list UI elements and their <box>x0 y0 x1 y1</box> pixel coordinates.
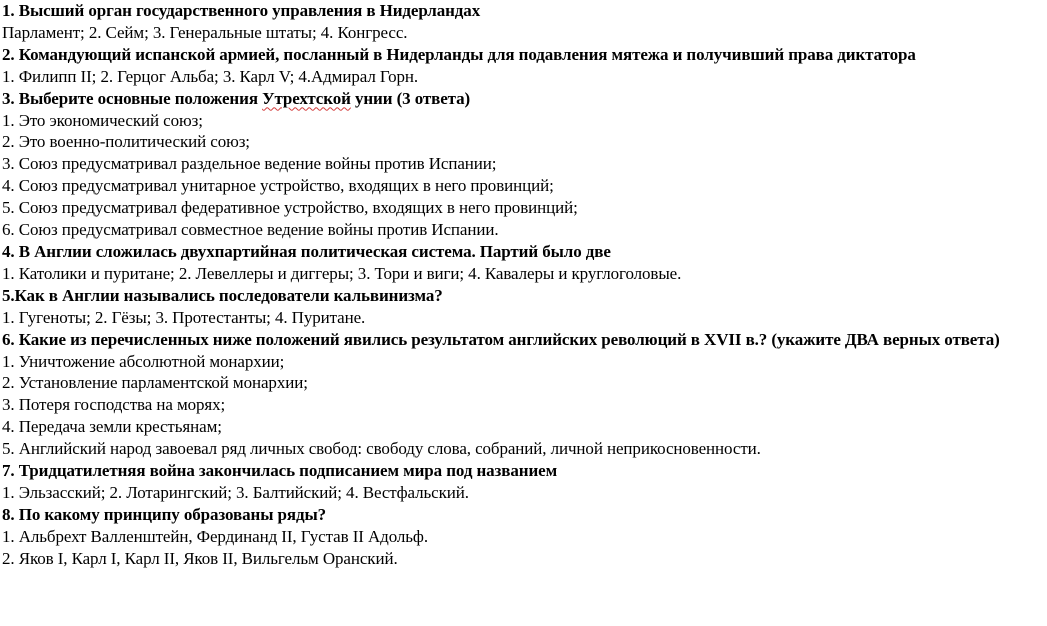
question-4-title: 4. В Англии сложилась двухпартийная политическая система. Партий было две <box>2 241 611 261</box>
question-1-title: 1. Высший орган государственного управления в Нидерландах <box>2 1 481 20</box>
question-3-option: 5. Союз предусматривал федеративное устройство, входящих в него провинций; <box>2 198 578 218</box>
question-5-title: 5.Как в Англии назывались последователи кальвинизма? <box>2 285 443 305</box>
question-3-option: 3. Союз предусматривал раздельное ведение войны против Испании; <box>2 154 497 174</box>
spellcheck-underlined-word: Утрехтской <box>262 88 351 108</box>
question-6-option: 1. Уничтожение абсолютной монархии; <box>2 351 285 371</box>
question-3-option: 6. Союз предусматривал совместное ведение войны против Испании. <box>2 220 499 240</box>
question-7-title: 7. Тридцатилетняя война закончилась подписанием мира под названием <box>2 461 558 481</box>
question-8-option: 1. Альбрехт Валленштейн, Фердинанд II, Густав II Адольф. <box>2 526 428 546</box>
question-3-option: 2. Это военно-политический союз; <box>2 132 250 152</box>
question-8-title: 8. По какому принципу образованы ряды? <box>2 504 327 524</box>
question-6-option: 2. Установление парламентской монархии; <box>2 373 308 393</box>
question-2-title: 2. Командующий испанской армией, посланный в Нидерланды для подавления мятежа и получивший права диктатора <box>2 44 916 64</box>
question-3-title-start: 3. Выберите основные положения <box>2 88 263 108</box>
question-3-option: 1. Это экономический союз; <box>2 110 203 130</box>
question-3-title-end: унии (3 ответа) <box>350 88 471 108</box>
question-3-option: 4. Союз предусматривал унитарное устройство, входящих в него провинций; <box>2 176 554 196</box>
question-2-options: 1. Филипп II; 2. Герцог Альба; 3. Карл V; 4.Адмирал Горн. <box>2 66 419 86</box>
question-4-options: 1. Католики и пуритане; 2. Левеллеры и диггеры; 3. Тори и виги; 4. Кавалеры и круглоголовые. <box>2 263 682 283</box>
question-7-options: 1. Эльзасский; 2. Лотарингский; 3. Балтийский; 4. Вестфальский. <box>2 482 469 502</box>
question-8-option: 2. Яков I, Карл I, Карл II, Яков II, Вильгельм Оранский. <box>2 548 398 568</box>
question-6-option: 5. Английский народ завоевал ряд личных свобод: свободу слова, собраний, личной неприкосновенности. <box>2 439 761 459</box>
question-6-option: 4. Передача земли крестьянам; <box>2 417 222 437</box>
question-6-option: 3. Потеря господства на морях; <box>2 395 226 415</box>
question-6-title: 6. Какие из перечисленных ниже положений явились результатом английских революций в XVII в.? (укажите ДВА верных ответа) <box>2 329 1000 349</box>
question-1-options: Парламент; 2. Сейм; 3. Генеральные штаты; 4. Конгресс. <box>2 22 408 42</box>
question-3-title <box>2 88 1047 110</box>
question-5-options: 1. Гугеноты; 2. Гёзы; 3. Протестанты; 4. Пуритане. <box>2 307 366 327</box>
